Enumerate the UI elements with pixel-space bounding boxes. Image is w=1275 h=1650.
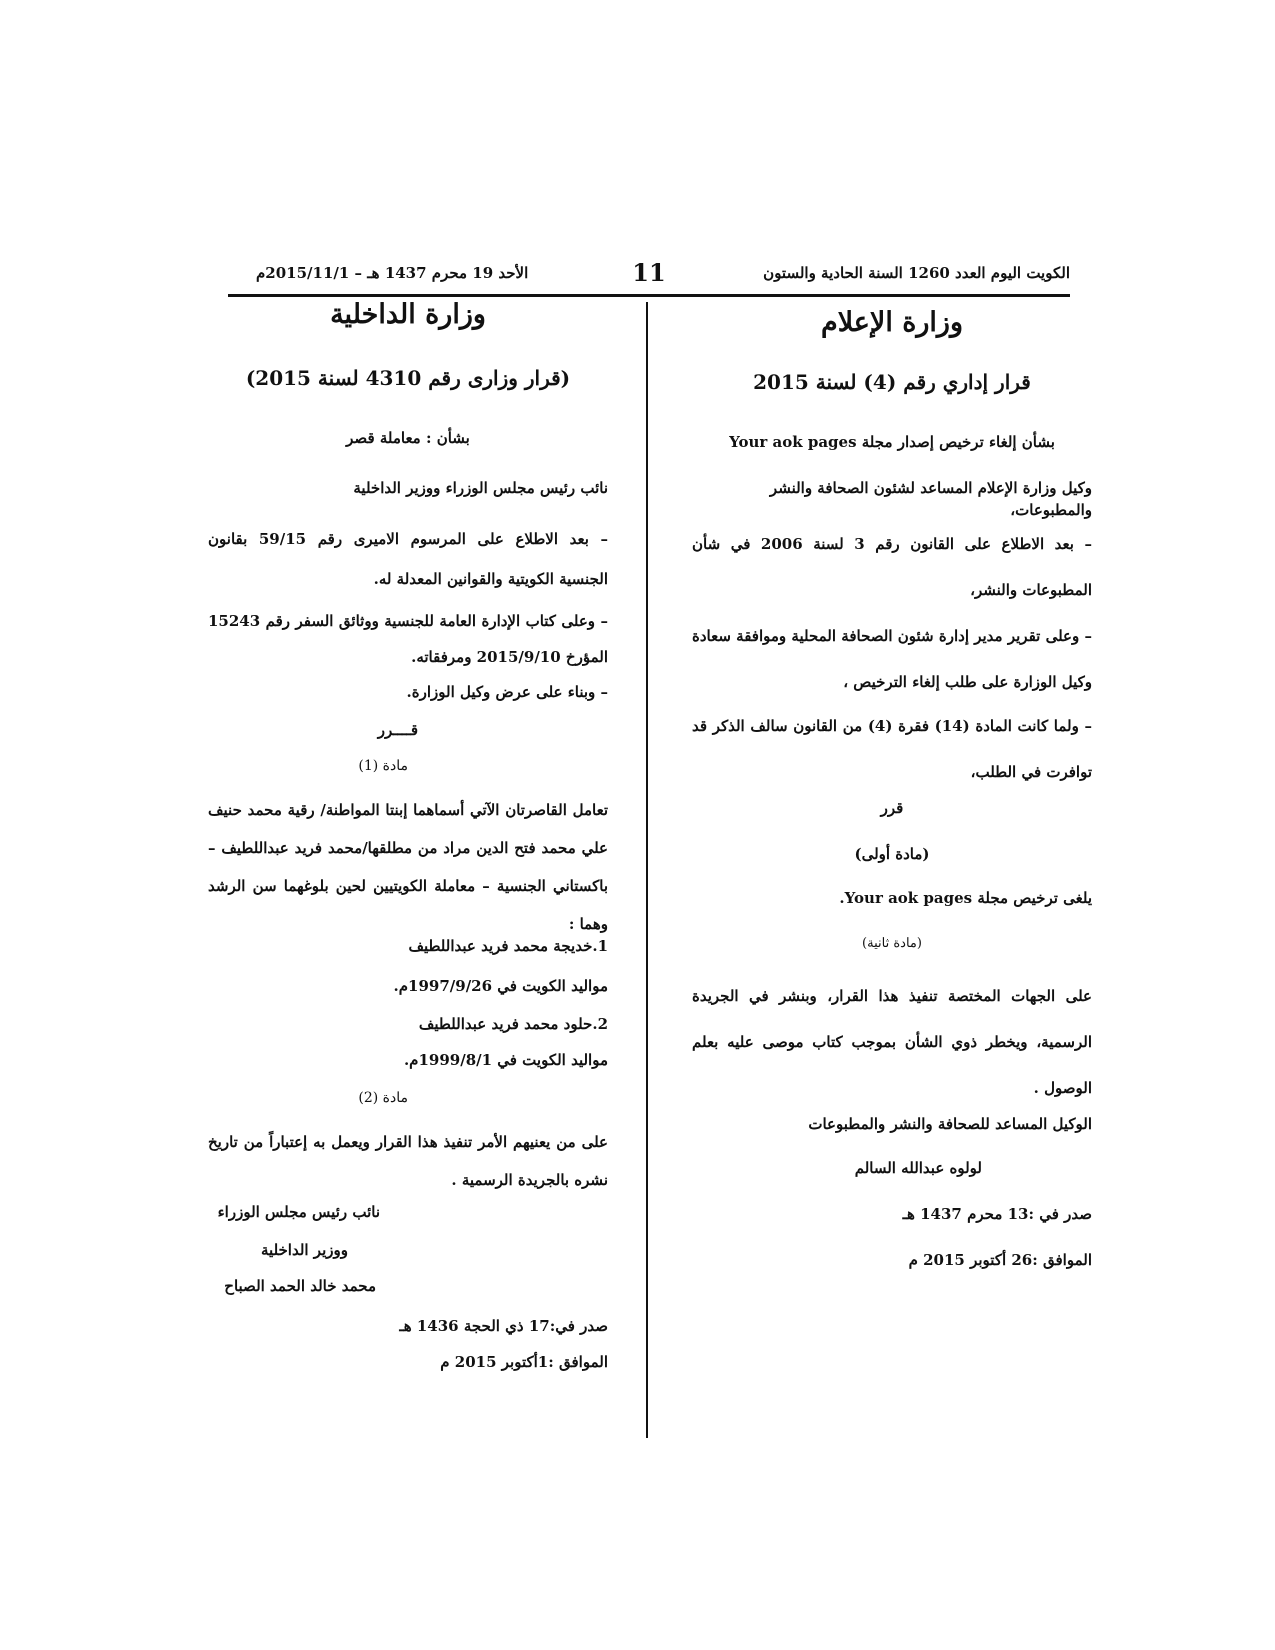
article-2-text: على من يعنيهم الأمر تنفيذ هذا القرار ويعمل به إعتباراً من تاريخ نشره بالجريدة الرسمية . (208, 1133, 608, 1189)
decided-heading: قرر (880, 799, 904, 817)
preamble-paragraph-3: – ولما كانت المادة (14) فقرة (4) من القانون سالف الذكر قد توافرت في الطلب، (692, 717, 1092, 781)
person-2-birth: مواليد الكويت في 1999/8/1م. (403, 1051, 608, 1069)
page-header (228, 258, 1070, 290)
article-2-title: مادة (2) (358, 1090, 408, 1106)
preamble-paragraph-1: – بعد الاطلاع على المرسوم الاميرى رقم 59/15 بقانون الجنسية الكويتية والقوانين المعدلة له. (208, 530, 609, 588)
article-1-title: (مادة أولى) (854, 845, 930, 863)
decided-heading: قــــرر (377, 721, 418, 739)
person-1-birth: مواليد الكويت في 1997/9/26م. (393, 977, 608, 995)
signer-name: لولوه عبدالله السالم (854, 1159, 982, 1177)
corresponding-date: الموافق :26 أكتوبر 2015 م (908, 1251, 1092, 1269)
corresponding-date: الموافق :1أكتوبر 2015 م (440, 1353, 608, 1371)
preamble-paragraph-1: – بعد الاطلاع على القانون رقم 3 لسنة 2006 في شأن المطبوعات والنشر، (692, 535, 1092, 599)
signer-name: محمد خالد الحمد الصباح (224, 1277, 376, 1295)
ministry-title: وزارة الإعلام (820, 307, 963, 338)
person-1-name: 1.خديجة محمد فريد عبداللطيف (408, 937, 608, 955)
article-2-text: على الجهات المختصة تنفيذ هذا القرار، وبنشر في الجريدة الرسمية، ويخطر ذوي الشأن بموجب كتاب موصى عليه بعلم الوصول . (692, 987, 1092, 1097)
decision-title: قرار إداري رقم (4) لسنة 2015 (753, 370, 1031, 394)
person-2-name: 2.حلود محمد فريد عبداللطيف (418, 1015, 608, 1033)
column-divider (646, 302, 648, 1438)
header-publication: الكويت اليوم العدد 1260 السنة الحادية والستون (763, 264, 1070, 282)
page-number: 11 (632, 258, 666, 287)
issuer-line: نائب رئيس مجلس الوزراء ووزير الداخلية (353, 479, 608, 497)
issued-date: صدر في:17 ذي الحجة 1436 هـ (399, 1317, 608, 1335)
decision-subject: بشأن : معاملة قصر (346, 429, 470, 447)
signer-title: الوكيل المساعد للصحافة والنشر والمطبوعات (808, 1115, 1092, 1133)
ministry-title: وزارة الداخلية (330, 299, 486, 330)
preamble-paragraph-3: – وبناء على عرض وكيل الوزارة. (406, 683, 608, 701)
article-1-title: مادة (1) (358, 758, 408, 774)
preamble-paragraph-2: – وعلى تقرير مدير إدارة شئون الصحافة المحلية وموافقة سعادة وكيل الوزارة على طلب إلغاء الترخيص ، (692, 627, 1092, 691)
header-date: الأحد 19 محرم 1437 هـ – 2015/11/1م (256, 264, 529, 282)
issued-date: صدر في :13 محرم 1437 هـ (902, 1205, 1092, 1223)
signer-title-1: نائب رئيس مجلس الوزراء (217, 1203, 380, 1221)
article-1-text: تعامل القاصرتان الآتي أسماهما إبنتا المواطنة/ رقية محمد حنيف علي محمد فتح الدين مراد من مطلقها/محمد فريد عبداللطيف – باكستاني الجنسية – معاملة الكويتيين لحين بلوغهما سن الرشد وهما : (208, 801, 608, 933)
article-2-title: (مادة ثانية) (862, 936, 922, 951)
article-1-text: يلغى ترخيص مجلة Your aok pages. (839, 889, 1092, 907)
signer-title-2: ووزير الداخلية (261, 1241, 348, 1259)
issuer-line: وكيل وزارة الإعلام المساعد لشئون الصحافة والنشر والمطبوعات، (769, 479, 1092, 519)
decision-subject: بشأن إلغاء ترخيص إصدار مجلة Your aok pages (729, 433, 1055, 451)
decision-title: (قرار وزارى رقم 4310 لسنة 2015) (245, 366, 571, 390)
preamble-paragraph-2: – وعلى كتاب الإدارة العامة للجنسية ووثائق السفر رقم 15243 المؤرخ 2015/9/10 ومرفقاته. (208, 612, 608, 666)
